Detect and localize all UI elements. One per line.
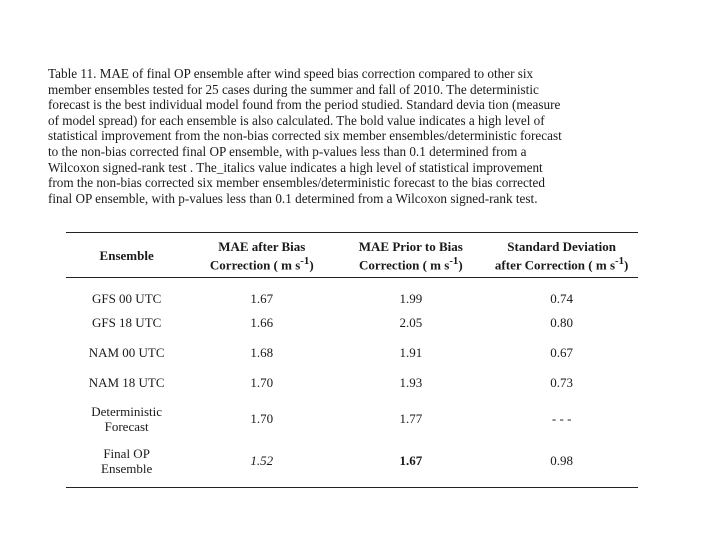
cell-std: - - - bbox=[551, 411, 572, 427]
cell-ensemble-line2: Ensemble bbox=[101, 460, 153, 476]
table-row bbox=[66, 308, 638, 338]
caption-line: statistical improvement from the non-bias corrected six member ensembles/deterministic forecast bbox=[48, 128, 562, 144]
header-mae-after-sup: -1 bbox=[300, 255, 310, 267]
cell-ensemble-line1: Final OP bbox=[103, 445, 150, 461]
header-mae-prior-line2: Correction ( m s bbox=[358, 257, 450, 273]
cell-std: 0.80 bbox=[550, 315, 574, 331]
cell-ensemble: NAM 18 UTC bbox=[88, 375, 165, 391]
results-table bbox=[66, 232, 638, 488]
table-row bbox=[66, 440, 638, 488]
table-row bbox=[66, 338, 638, 368]
cell-mae-after: 1.68 bbox=[250, 345, 274, 361]
header-std-line1: Standard Deviation bbox=[507, 239, 617, 254]
table-row bbox=[66, 368, 638, 398]
table-row bbox=[66, 278, 638, 308]
header-std-line2: after Correction ( m s bbox=[494, 257, 616, 273]
header-row bbox=[66, 233, 638, 278]
cell-mae-prior-bold: 1.67 bbox=[399, 453, 423, 469]
caption-line: Wilcoxon signed-rank test . The_italics value indicates a high level of statistical improvement bbox=[48, 159, 543, 175]
header-mae-after-close: ) bbox=[309, 257, 314, 273]
caption-line: of model spread) for each ensemble is also calculated. The bold value indicates a high level of bbox=[48, 112, 545, 128]
cell-mae-after: 1.67 bbox=[250, 290, 274, 306]
cell-mae-prior: 1.91 bbox=[399, 345, 423, 361]
header-std-sup: -1 bbox=[615, 255, 625, 267]
cell-mae-prior: 1.99 bbox=[399, 290, 423, 306]
cell-ensemble-line2: Forecast bbox=[104, 418, 149, 434]
header-mae-after bbox=[187, 233, 336, 278]
table-header bbox=[66, 233, 638, 278]
caption-line: member ensembles tested for 25 cases during the summer and fall of 2010. The deterministic bbox=[48, 81, 539, 97]
cell-mae-after: 1.70 bbox=[250, 375, 274, 391]
header-ensemble-label: Ensemble bbox=[99, 248, 154, 264]
cell-ensemble bbox=[66, 398, 187, 440]
header-std-close: ) bbox=[624, 257, 629, 273]
cell-std: 0.73 bbox=[550, 375, 574, 391]
cell-ensemble: GFS 00 UTC bbox=[91, 290, 162, 306]
header-mae-after-line2: Correction ( m s bbox=[209, 257, 301, 273]
header-mae-prior-line1: MAE Prior to Bias bbox=[358, 239, 463, 254]
caption-line: final OP ensemble, with p-values less than 0.1 determined from a Wilcoxon signed-rank test. bbox=[48, 190, 538, 206]
header-mae-prior-close: ) bbox=[458, 257, 463, 273]
cell-std: 0.98 bbox=[550, 453, 574, 469]
cell-mae-after: 1.70 bbox=[250, 411, 274, 427]
cell-ensemble-line1: Deterministic bbox=[91, 403, 163, 419]
caption-line: from the non-bias corrected six member ensembles/deterministic forecast to the bias corrected bbox=[48, 175, 545, 191]
header-mae-prior bbox=[336, 233, 485, 278]
table-row bbox=[66, 398, 638, 440]
caption-line: Table 11. MAE of final OP ensemble after wind speed bias correction compared to other six bbox=[48, 66, 534, 81]
cell-mae-prior: 1.93 bbox=[399, 375, 423, 391]
table-body bbox=[66, 278, 638, 488]
cell-ensemble bbox=[66, 440, 187, 488]
header-std bbox=[485, 233, 638, 278]
cell-ensemble: GFS 18 UTC bbox=[91, 315, 162, 331]
cell-mae-after-italic: 1.52 bbox=[250, 453, 274, 469]
cell-std: 0.67 bbox=[550, 345, 574, 361]
caption-line: forecast is the best individual model found from the period studied. Standard devia tion (measure bbox=[48, 97, 561, 113]
table-caption bbox=[48, 66, 694, 206]
header-mae-after-line1: MAE after Bias bbox=[218, 239, 306, 254]
header-ensemble bbox=[66, 233, 187, 278]
cell-ensemble: NAM 00 UTC bbox=[88, 345, 165, 361]
caption-line: to the non-bias corrected final OP ensemble, with p-values less than 0.1 determined from a bbox=[48, 143, 527, 159]
header-mae-prior-sup: -1 bbox=[449, 255, 459, 267]
cell-std: 0.74 bbox=[550, 290, 574, 306]
cell-mae-after: 1.66 bbox=[250, 315, 274, 331]
cell-mae-prior: 2.05 bbox=[399, 315, 423, 331]
cell-mae-prior: 1.77 bbox=[399, 411, 423, 427]
